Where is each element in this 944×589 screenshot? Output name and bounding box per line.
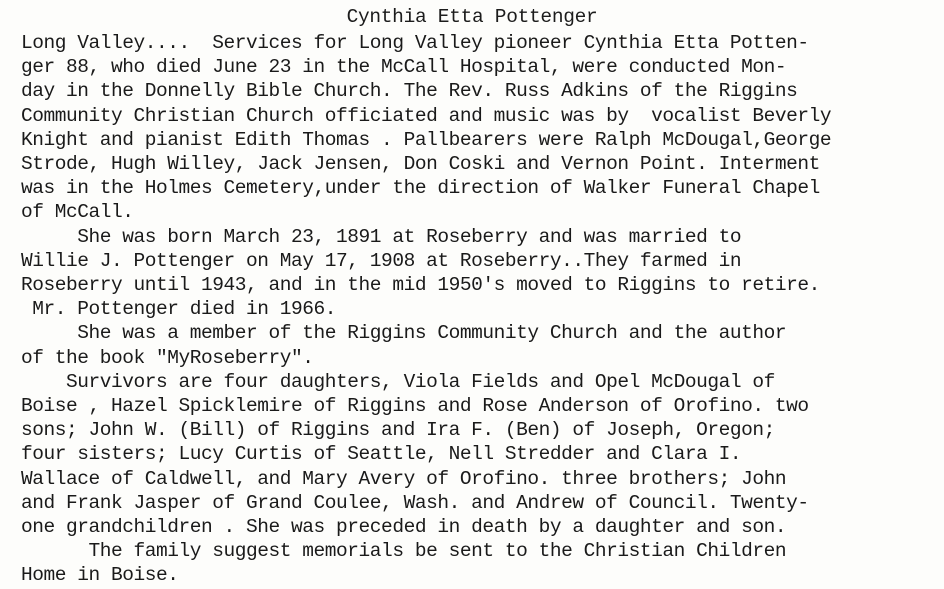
body-line: Survivors are four daughters, Viola Fields and Opel McDougal of	[21, 370, 775, 393]
body-line: Knight and pianist Edith Thomas . Pallbearers were Ralph McDougal,George	[21, 128, 832, 151]
body-line: The family suggest memorials be sent to the Christian Children	[21, 540, 787, 563]
body-line: Wallace of Caldwell, and Mary Avery of Orofino. three brothers; John	[21, 467, 787, 490]
body-line: Community Christian Church officiated and music was by vocalist Beverly	[21, 104, 832, 127]
body-line: ger 88, who died June 23 in the McCall Hospital, were conducted Mon-	[21, 56, 787, 79]
body-line: Home in Boise.	[21, 564, 179, 587]
body-line: four sisters; Lucy Curtis of Seattle, Nell Stredder and Clara I.	[21, 443, 742, 466]
body-line: of McCall.	[21, 201, 134, 224]
body-line: Long Valley.... Services for Long Valley pioneer Cynthia Etta Potten-	[21, 32, 809, 54]
obituary-title: Cynthia Etta Pottenger	[346, 6, 598, 28]
body-line: and Frank Jasper of Grand Coulee, Wash. and Andrew of Council. Twenty-	[21, 491, 809, 514]
body-line: sons; John W. (Bill) of Riggins and Ira F. (Ben) of Joseph, Oregon;	[21, 419, 775, 442]
body-line: one grandchildren . She was preceded in death by a daughter and son.	[21, 516, 787, 538]
body-line: Mr. Pottenger died in 1966.	[21, 298, 337, 321]
body-line: She was born March 23, 1891 at Roseberry and was married to	[21, 225, 742, 248]
body-line: Boise , Hazel Spicklemire of Riggins and Rose Anderson of Orofino. two	[21, 395, 809, 417]
body-line: Willie J. Pottenger on May 17, 1908 at Roseberry..They farmed in	[21, 249, 742, 272]
body-line: She was a member of the Riggins Community Church and the author	[21, 322, 787, 345]
body-line: Strode, Hugh Willey, Jack Jensen, Don Coski and Vernon Point. Interment	[21, 153, 820, 175]
body-line: of the book "MyRoseberry".	[21, 346, 314, 369]
body-line: day in the Donnelly Bible Church. The Rev. Russ Adkins of the Riggins	[21, 80, 798, 103]
body-line: was in the Holmes Cemetery,under the direction of Walker Funeral Chapel	[21, 177, 820, 200]
body-line: Roseberry until 1943, and in the mid 1950's moved to Riggins to retire.	[21, 274, 820, 296]
